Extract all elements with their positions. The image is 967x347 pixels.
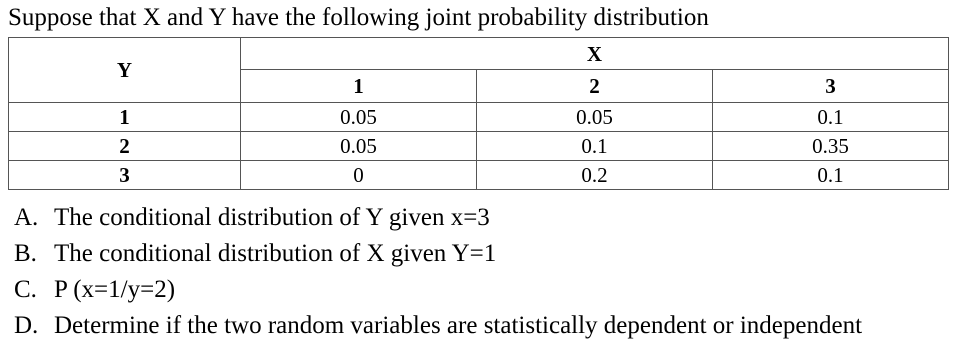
x-value-header: 2: [477, 70, 713, 103]
probability-cell: 0.2: [477, 161, 713, 190]
question-text: The conditional distribution of Y given x=3: [54, 204, 490, 231]
question-list: [14, 200, 862, 344]
x-value-header: 1: [241, 70, 477, 103]
question-label: B.: [14, 240, 37, 267]
probability-cell: 0.35: [713, 132, 949, 161]
probability-cell: 0.05: [241, 132, 477, 161]
probability-cell: 0.1: [713, 161, 949, 190]
probability-cell: 0.05: [241, 103, 477, 132]
y-value-header: 1: [9, 103, 241, 132]
probability-cell: 0.1: [713, 103, 949, 132]
y-variable-header: Y: [9, 38, 241, 103]
probability-cell: 0.05: [477, 103, 713, 132]
question-item: [14, 272, 862, 308]
joint-probability-table: [8, 37, 949, 190]
question-text: The conditional distribution of X given Y=1: [54, 240, 497, 267]
x-variable-header: X: [241, 38, 949, 70]
question-label: D.: [14, 312, 39, 339]
question-item: [14, 236, 862, 272]
table-row: [9, 132, 949, 161]
y-value-header: 3: [9, 161, 241, 190]
y-value-header: 2: [9, 132, 241, 161]
question-text: P (x=1/y=2): [54, 276, 176, 303]
probability-cell: 0: [241, 161, 477, 190]
question-text: Determine if the two random variables are statistically dependent or independent: [54, 312, 863, 339]
question-label: A.: [14, 204, 39, 231]
problem-statement: Suppose that X and Y have the following joint probability distribution: [8, 4, 709, 31]
question-item: [14, 308, 862, 344]
table-header-row-x: [9, 38, 949, 70]
table-row: [9, 103, 949, 132]
x-value-header: 3: [713, 70, 949, 103]
table-row: [9, 161, 949, 190]
question-item: [14, 200, 862, 236]
question-label: C.: [14, 276, 37, 303]
probability-cell: 0.1: [477, 132, 713, 161]
